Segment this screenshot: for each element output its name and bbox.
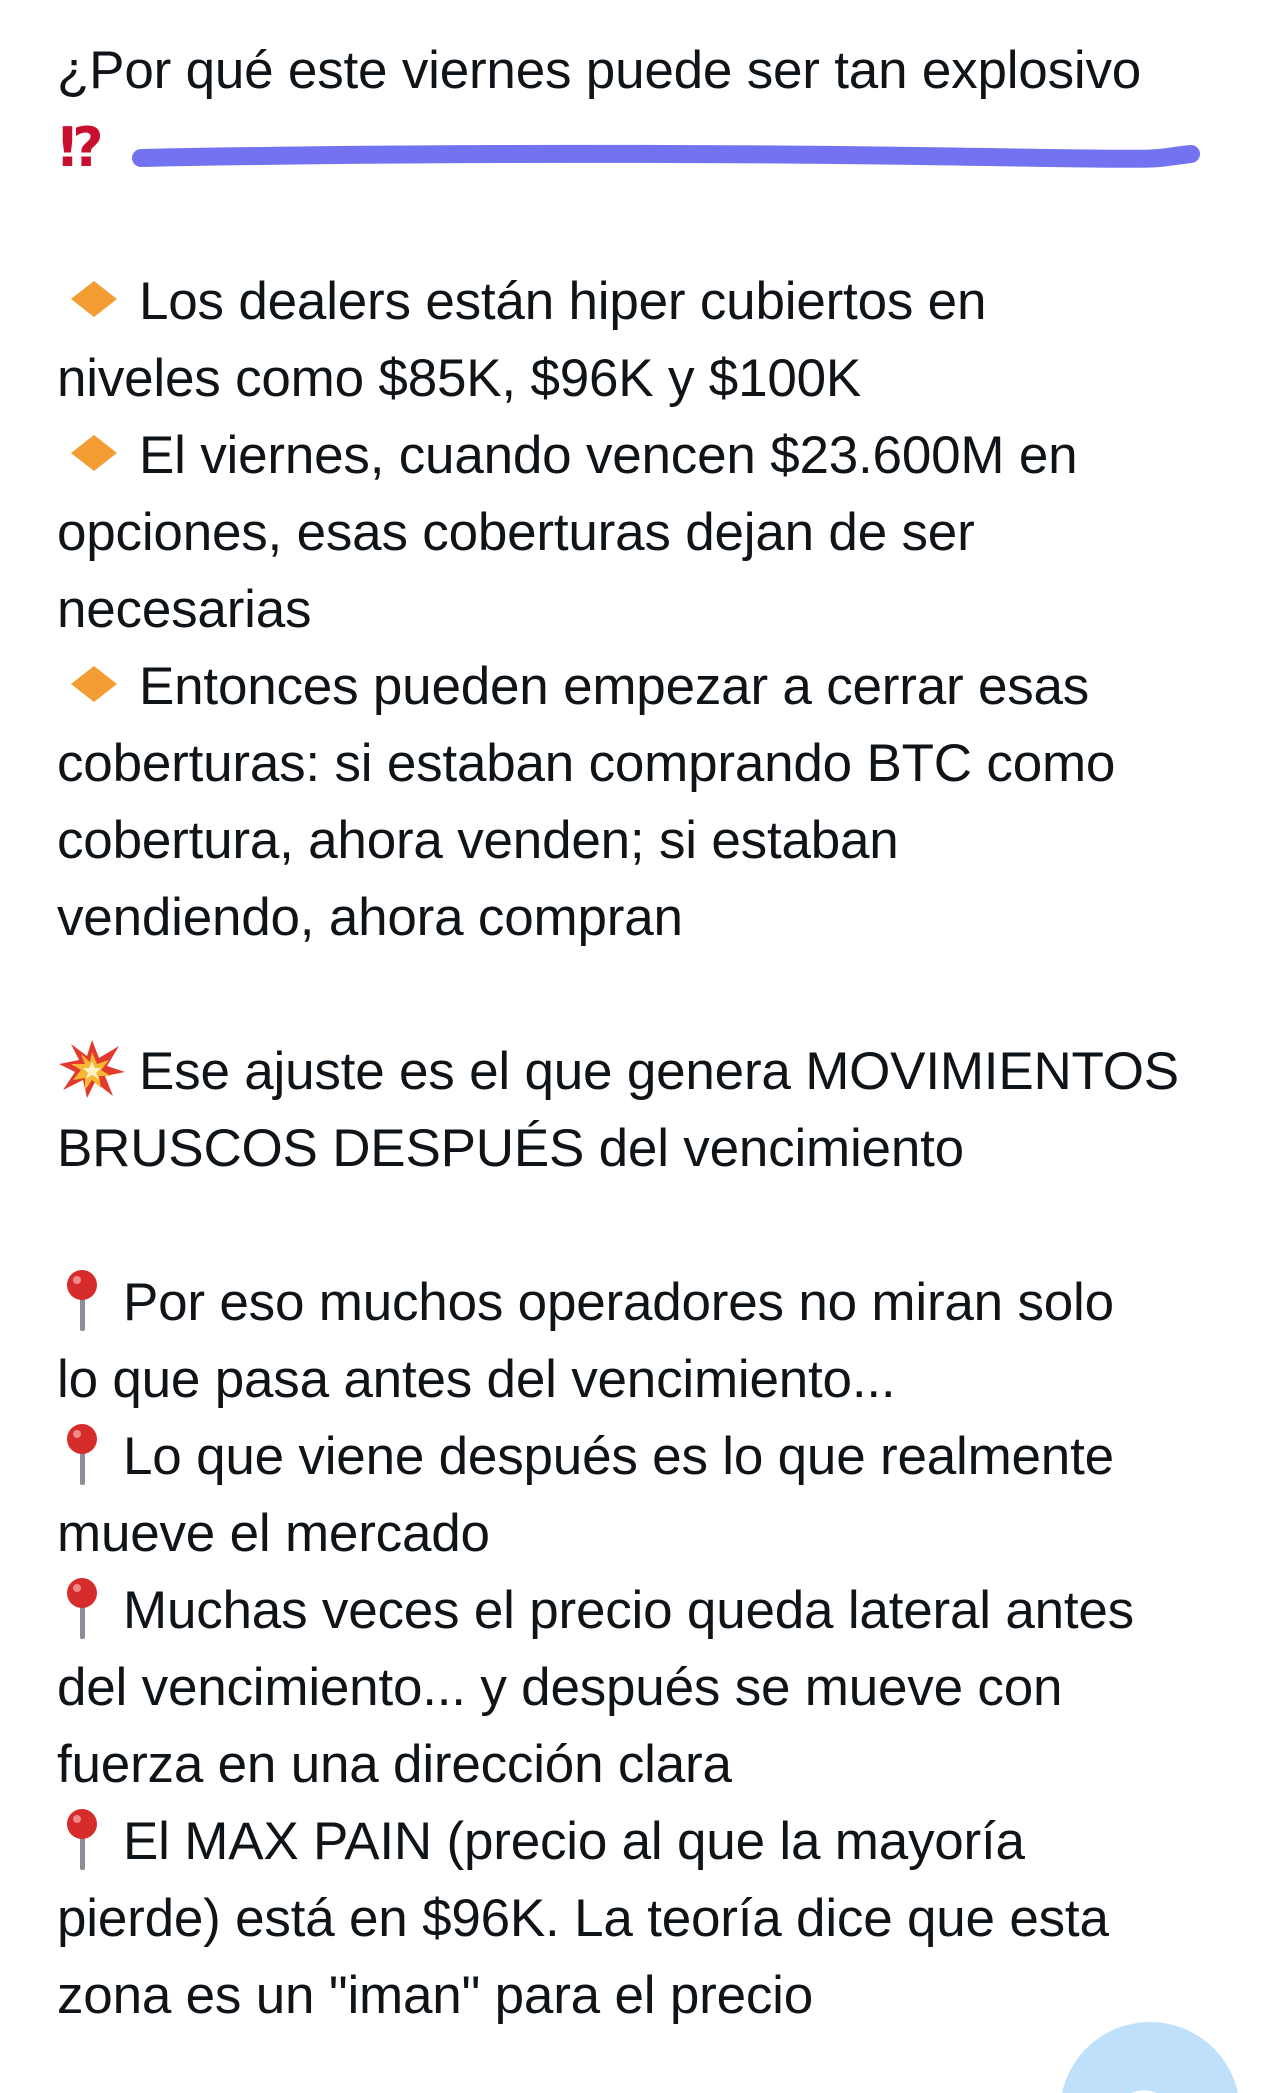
- round-pushpin-icon: [55, 1575, 109, 1641]
- collision-icon: [57, 1038, 127, 1100]
- paragraph-text: Entonces pueden empezar a cerrar esas: [139, 657, 1090, 716]
- paragraph-line: niveles como $85K, $96K y $100K: [57, 349, 862, 408]
- bullet-paragraph: [57, 1418, 1257, 1572]
- compose-icon: [1114, 2074, 1174, 2093]
- bullet-paragraph: [57, 417, 1257, 648]
- paragraph-line: [57, 263, 1257, 340]
- orange-diamond-icon: [67, 664, 121, 704]
- paragraph-line: cobertura, ahora venden; si estaban: [57, 811, 899, 870]
- paragraph-line: [57, 648, 1257, 725]
- round-pushpin-icon: [55, 1806, 109, 1872]
- bullet-paragraph: [57, 1572, 1257, 1803]
- orange-diamond-icon: [67, 279, 121, 319]
- paragraph-line: [57, 1572, 1257, 1649]
- paragraph-line: vendiendo, ahora compran: [57, 888, 683, 947]
- paragraph-line: opciones, esas coberturas dejan de ser: [57, 503, 975, 562]
- paragraph-text: Muchas veces el precio queda lateral antes: [123, 1581, 1134, 1640]
- paragraph-line: [57, 417, 1257, 494]
- paragraph-line: coberturas: si estaban comprando BTC como: [57, 734, 1116, 793]
- paragraph-line: fuerza en una dirección clara: [57, 1735, 732, 1794]
- paragraph-line: [57, 1033, 1257, 1110]
- paragraph-line: [57, 1264, 1257, 1341]
- paragraph-line: [57, 1418, 1257, 1495]
- headline-text: ¿Por qué este viernes puede ser tan explosivo: [57, 41, 1142, 100]
- bullet-paragraph: [57, 648, 1257, 956]
- paragraph-text: Por eso muchos operadores no miran solo: [123, 1273, 1114, 1332]
- paragraph-text: El viernes, cuando vencen $23.600M en: [139, 426, 1078, 485]
- paragraph-line: zona es un "iman" para el precio: [57, 1966, 813, 2025]
- paragraph-line: BRUSCOS DESPUÉS del vencimiento: [57, 1119, 964, 1178]
- bullet-paragraph: [57, 1264, 1257, 1418]
- paragraph-text: Lo que viene después es lo que realmente: [123, 1427, 1114, 1486]
- paragraph-text: El MAX PAIN (precio al que la mayoría: [123, 1812, 1025, 1871]
- spacer: [57, 956, 1257, 1033]
- round-pushpin-icon: [55, 1267, 109, 1333]
- post-headline: [57, 32, 1257, 186]
- round-pushpin-icon: [55, 1421, 109, 1487]
- spacer: [57, 186, 1257, 263]
- paragraph-line: del vencimiento... y después se mueve con: [57, 1658, 1063, 1717]
- bullet-paragraph: [57, 263, 1257, 417]
- paragraph-line: lo que pasa antes del vencimiento...: [57, 1350, 896, 1409]
- orange-diamond-icon: [67, 433, 121, 473]
- paragraph-text: Los dealers están hiper cubiertos en: [139, 272, 987, 331]
- post-body: [57, 32, 1257, 2034]
- paragraph-text: Ese ajuste es el que genera MOVIMIENTOS: [139, 1042, 1179, 1101]
- paragraph-line: mueve el mercado: [57, 1504, 490, 1563]
- bullet-paragraph: [57, 1803, 1257, 2034]
- highlight-stroke: [137, 144, 1197, 172]
- spacer: [57, 1187, 1257, 1264]
- paragraph-line: pierde) está en $96K. La teoría dice que esta: [57, 1889, 1109, 1948]
- paragraph-line: necesarias: [57, 580, 312, 639]
- paragraph-line: [57, 1803, 1257, 1880]
- bullet-paragraph: [57, 1033, 1257, 1187]
- interrobang-icon: ⁉: [59, 116, 104, 179]
